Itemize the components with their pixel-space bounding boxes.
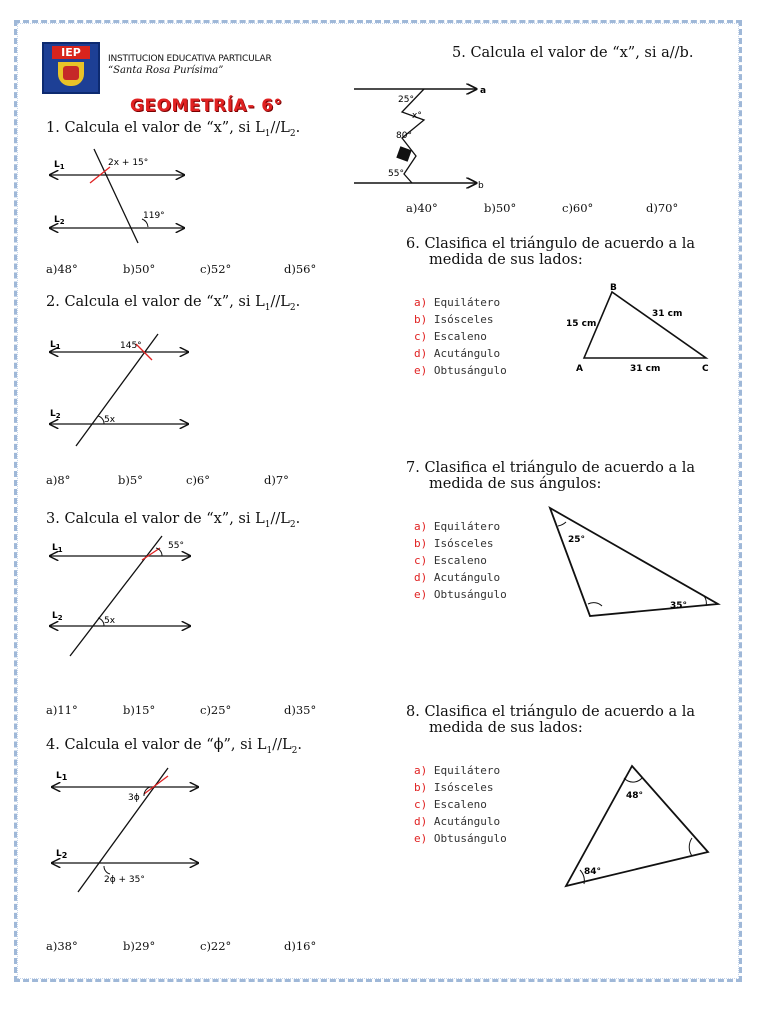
q2-option-d[interactable]: d)7° — [264, 473, 289, 487]
angle-2-label: 80° — [396, 131, 412, 141]
q7-choice-b[interactable]: b) Isósceles — [414, 537, 494, 550]
angle-1-label: 25° — [568, 535, 586, 545]
q5-option-b[interactable]: b)50° — [484, 201, 517, 215]
q6-choice-c[interactable]: c) Escaleno — [414, 330, 487, 343]
line-2-label: L2 — [56, 849, 68, 860]
question-7-line1: 7. Clasifica el triángulo de acuerdo a la — [406, 460, 695, 476]
question-8 — [406, 704, 695, 736]
question-1-figure — [46, 145, 191, 245]
side-bc-label: 31 cm — [652, 309, 683, 319]
q7-choice-d[interactable]: d) Acutángulo — [414, 571, 501, 584]
line-2-label: $L_2$ — [52, 611, 63, 622]
line-1-label: $L_1$ — [52, 543, 63, 554]
question-6-triangle — [560, 278, 720, 376]
q4-option-b[interactable]: b)29° — [123, 939, 156, 953]
q3-option-b[interactable]: b)15° — [123, 703, 156, 717]
q2-option-c[interactable]: c)6° — [186, 473, 210, 487]
q7-choices — [414, 518, 507, 603]
question-3: 3. Calcula el valor de “x”, si $L_1//L_2$. — [46, 511, 301, 530]
angle-2-label: 35° — [670, 601, 688, 611]
logo-text: IEP — [52, 46, 90, 59]
q4-option-d[interactable]: d)16° — [284, 939, 317, 953]
line-a-label: a — [480, 86, 487, 96]
angle-top-label: 3ϕ — [128, 793, 140, 803]
vertex-a: A — [576, 364, 583, 374]
school-subtitle: “Santa Rosa Purísima” — [108, 65, 224, 76]
q8-choice-b[interactable]: b) Isósceles — [414, 781, 494, 794]
q4-option-a[interactable]: a)38° — [46, 939, 78, 953]
q3-option-c[interactable]: c)25° — [200, 703, 232, 717]
question-7-line2: medida de sus ángulos: — [429, 476, 602, 492]
question-6-line1: 6. Clasifica el triángulo de acuerdo a la — [406, 236, 695, 252]
q6-choice-e[interactable]: e) Obtusángulo — [414, 364, 507, 377]
q6-choice-a[interactable]: a) Equilátero — [414, 296, 501, 309]
angle-2-label: 84° — [584, 867, 602, 877]
q6-choice-d[interactable]: d) Acutángulo — [414, 347, 501, 360]
question-4: 4. Calcula el valor de “ϕ”, si $L_1//L_2$. — [46, 737, 302, 756]
q8-choices — [414, 762, 507, 847]
q8-choice-c[interactable]: c) Escaleno — [414, 798, 487, 811]
question-6 — [406, 236, 695, 268]
angle-1-label: 25° — [398, 95, 414, 105]
question-2: 2. Calcula el valor de “x”, si $L_1//L_2$. — [46, 294, 301, 313]
q8-choice-e[interactable]: e) Obtusángulo — [414, 832, 507, 845]
angle-1-label: 48° — [626, 791, 644, 801]
vertex-b: B — [610, 283, 617, 293]
question-7-triangle — [540, 500, 726, 622]
side-ab-label: 15 cm — [566, 319, 597, 329]
question-5-figure — [350, 78, 490, 193]
question-2-figure — [46, 330, 194, 448]
q8-choice-a[interactable]: a) Equilátero — [414, 764, 501, 777]
q6-choices — [414, 294, 507, 379]
q3-option-d[interactable]: d)35° — [284, 703, 317, 717]
angle-bottom-label: 2ϕ + 35° — [104, 875, 145, 885]
question-5: 5. Calcula el valor de “x”, si a//b. — [452, 45, 694, 61]
q5-option-c[interactable]: c)60° — [562, 201, 594, 215]
q1-option-c[interactable]: c)52° — [200, 262, 232, 276]
question-4-text: 4. Calcula el valor de “ϕ”, si L — [46, 737, 267, 753]
angle-top-label: 2x + 15° — [108, 158, 149, 168]
q8-choice-d[interactable]: d) Acutángulo — [414, 815, 501, 828]
q2-option-b[interactable]: b)5° — [118, 473, 143, 487]
q7-choice-e[interactable]: e) Obtusángulo — [414, 588, 507, 601]
vertex-c: C — [702, 364, 709, 374]
question-2-text: 2. Calcula el valor de “x”, si L — [46, 294, 265, 310]
line-1-label: $L_1$ — [50, 340, 61, 351]
q1-option-a[interactable]: a)48° — [46, 262, 78, 276]
question-3-text: 3. Calcula el valor de “x”, si L — [46, 511, 265, 527]
angle-x-label: x° — [412, 111, 422, 121]
q7-choice-a[interactable]: a) Equilátero — [414, 520, 501, 533]
q6-choice-b[interactable]: b) Isósceles — [414, 313, 494, 326]
angle-bottom-label: 119° — [143, 211, 165, 221]
line-2-label: $L_2$ — [54, 215, 65, 226]
page-title: GEOMETRÍA- 6° — [130, 96, 283, 116]
question-8-triangle — [556, 760, 716, 890]
q1-option-d[interactable]: d)56° — [284, 262, 317, 276]
school-logo — [42, 42, 100, 94]
angle-top-label: 145° — [120, 341, 142, 351]
q3-option-a[interactable]: a)11° — [46, 703, 78, 717]
question-1-text: 1. Calcula el valor de “x”, si L — [46, 120, 265, 136]
question-1: 1. Calcula el valor de “x”, si $L_1//L_2$. — [46, 120, 301, 139]
angle-3-label: 55° — [388, 169, 404, 179]
line-b-label: b — [478, 181, 484, 191]
angle-bottom-label: 5x — [104, 616, 116, 626]
line-1-label: $L_1$ — [54, 160, 65, 171]
q5-option-a[interactable]: a)40° — [406, 201, 438, 215]
question-8-line1: 8. Clasifica el triángulo de acuerdo a la — [406, 704, 695, 720]
line-2-label: $L_2$ — [50, 409, 61, 420]
question-4-figure — [46, 762, 206, 894]
side-ac-label: 31 cm — [630, 364, 661, 374]
angle-top-label: 55° — [168, 541, 184, 551]
q5-option-d[interactable]: d)70° — [646, 201, 679, 215]
q7-choice-c[interactable]: c) Escaleno — [414, 554, 487, 567]
line-1-label: L1 — [56, 771, 68, 782]
angle-bottom-label: 5x — [104, 415, 116, 425]
q4-option-c[interactable]: c)22° — [200, 939, 232, 953]
q2-option-a[interactable]: a)8° — [46, 473, 71, 487]
logo-crest-center — [63, 66, 79, 80]
question-8-line2: medida de sus lados: — [429, 720, 583, 736]
question-7 — [406, 460, 695, 492]
question-3-figure — [46, 534, 196, 658]
question-6-line2: medida de sus lados: — [429, 252, 583, 268]
q1-option-b[interactable]: b)50° — [123, 262, 156, 276]
school-name: INSTITUCION EDUCATIVA PARTICULAR — [108, 54, 272, 64]
